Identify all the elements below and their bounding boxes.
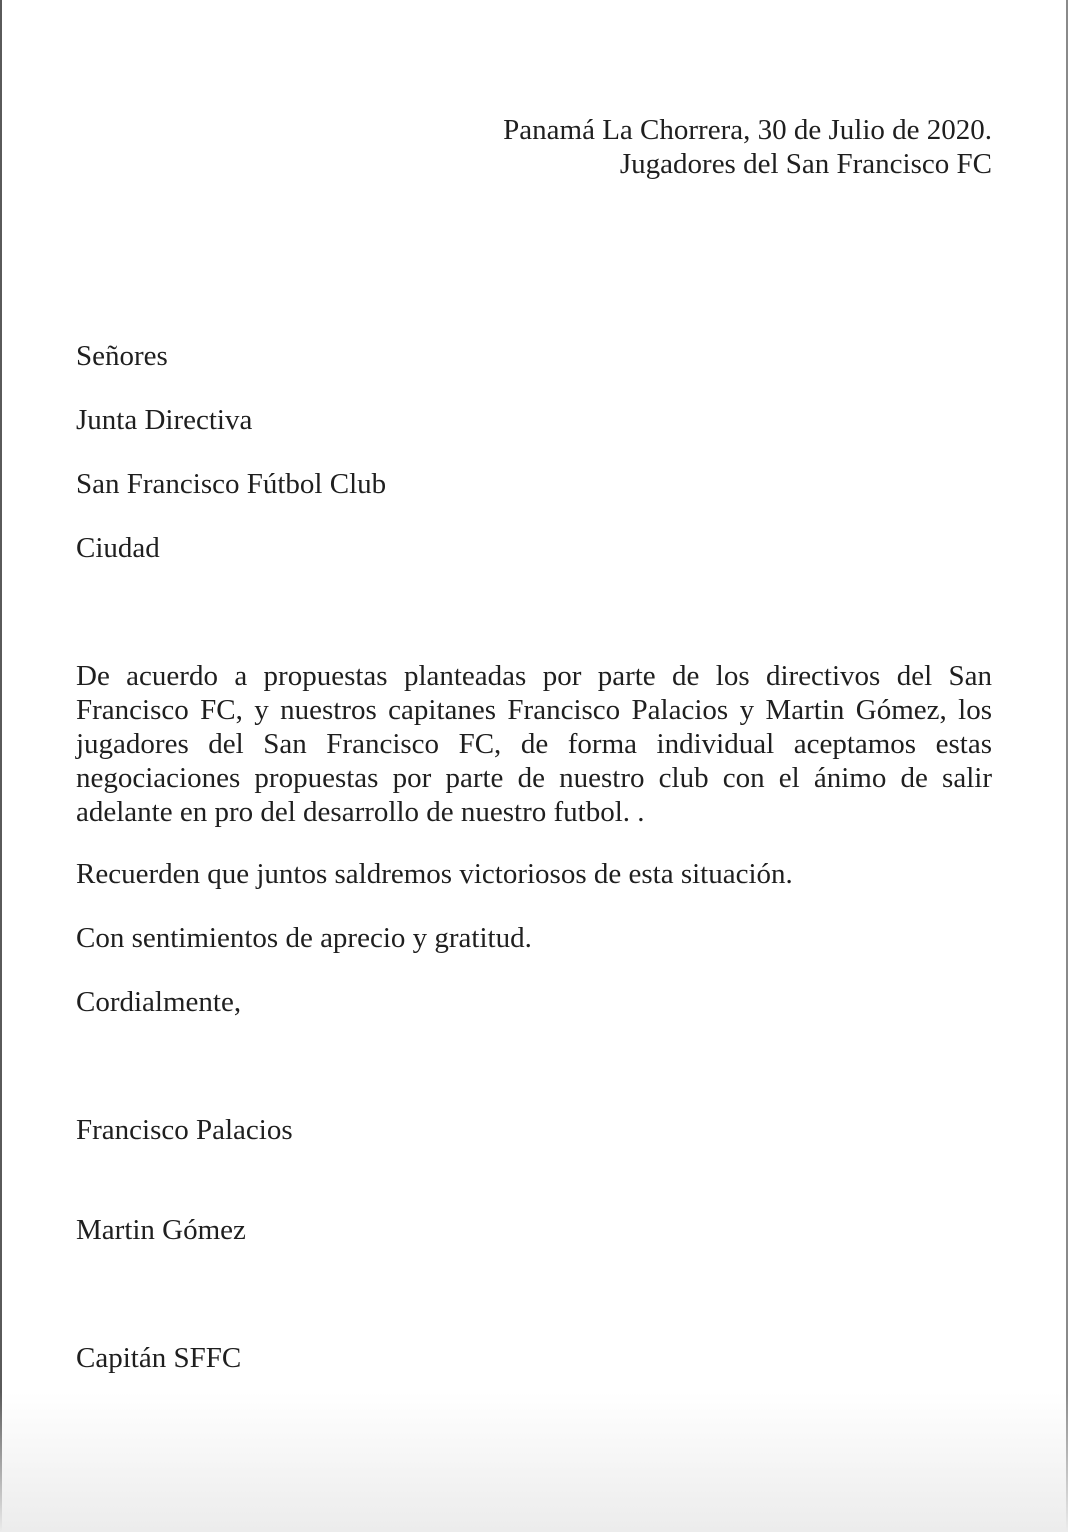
paragraph-line: jugadores del San Francisco FC, de forma individual aceptamos estas <box>76 728 992 760</box>
valediction: Cordialmente, <box>76 986 242 1018</box>
recipient-board: Junta Directiva <box>76 404 253 436</box>
paragraph-line: De acuerdo a propuestas planteadas por parte de los directivos del San <box>76 660 992 692</box>
place-date: Panamá La Chorrera, 30 de Julio de 2020. <box>503 114 992 146</box>
paragraph-line: negociaciones propuestas por parte de nuestro club con el ánimo de salir <box>76 762 992 794</box>
body-paragraph-3: Con sentimientos de aprecio y gratitud. <box>76 922 532 954</box>
paragraph-line: adelante en pro del desarrollo de nuestro futbol. . <box>76 796 645 828</box>
recipient-salutation: Señores <box>76 340 168 372</box>
recipient-club: San Francisco Fútbol Club <box>76 468 387 500</box>
paragraph-line: Francisco FC, y nuestros capitanes Francisco Palacios y Martin Gómez, los <box>76 694 992 726</box>
body-paragraph-1 <box>76 659 992 829</box>
sender-line: Jugadores del San Francisco FC <box>619 148 992 180</box>
signatory-1: Francisco Palacios <box>76 1114 293 1146</box>
page-left-edge <box>0 0 2 1532</box>
body-paragraph-2: Recuerden que juntos saldremos victoriosos de esta situación. <box>76 858 793 890</box>
signatory-title: Capitán SFFC <box>76 1342 242 1374</box>
recipient-city: Ciudad <box>76 532 160 564</box>
signatory-2: Martin Gómez <box>76 1214 246 1246</box>
bottom-shadow <box>0 1392 1068 1532</box>
